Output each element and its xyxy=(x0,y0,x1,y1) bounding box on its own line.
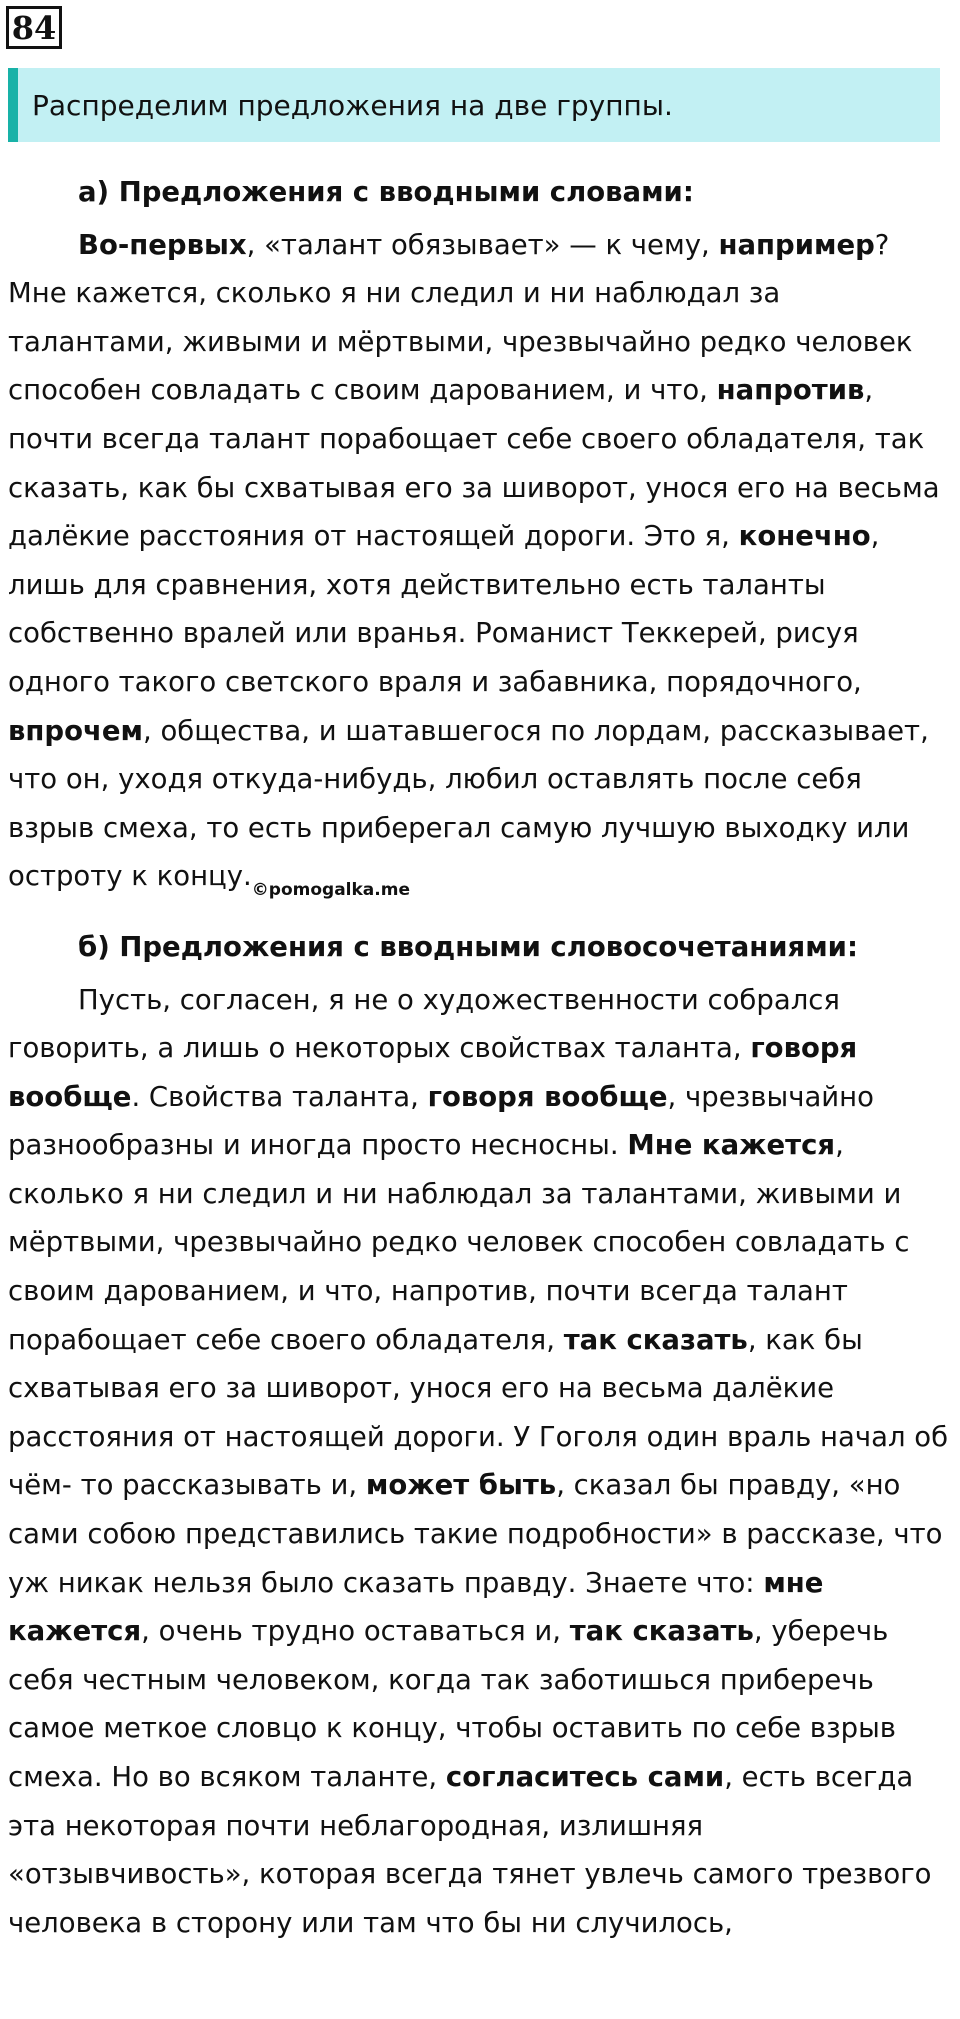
introductory-phrase: так сказать xyxy=(563,1323,748,1356)
watermark: ©pomogalka.me xyxy=(251,880,410,901)
introductory-phrase: может быть xyxy=(365,1469,557,1502)
text-segment: , есть всегда эта некоторая почти неблагородная, излишняя «отзывчивость», которая всегда тянет увлечь самого трезвого человека в сторону или там что бы ни случилось, xyxy=(8,1761,932,1939)
text-segment: , общества, и шатавшегося по лордам, рассказывает, что он, уходя откуда-нибудь, любил оставлять после себя взрыв смеха, то есть приберегал самую лучшую выходку или остроту к концу. xyxy=(8,714,929,893)
group-b-paragraph xyxy=(8,976,953,1948)
group-a-paragraph xyxy=(8,221,953,915)
introductory-phrase: говоря вообще xyxy=(427,1080,668,1113)
text-segment: , лишь для сравнения, хотя действительно есть таланты собственно вралей или вранья. Романист Теккерей, рисуя одного такого светского враля и забавника, порядочного, xyxy=(8,520,880,698)
introductory-phrase: напротив xyxy=(716,374,865,407)
text-segment: , уберечь себя честным человеком, когда так заботишься приберечь самое меткое словцо к концу, чтобы оставить по себе взрыв смеха. Но во всяком таланте, xyxy=(8,1615,897,1793)
instruction-banner xyxy=(8,68,940,142)
introductory-phrase: например xyxy=(718,228,875,261)
text-segment: ? Мне кажется, сколько я ни следил и ни наблюдал за талантами, живыми и мёртвыми, чрезвычайно редко человек способен совладать с своим дарованием, и что, xyxy=(8,228,913,407)
introductory-phrase: так сказать xyxy=(569,1615,754,1648)
introductory-phrase: впрочем xyxy=(8,714,143,747)
introductory-phrase: конечно xyxy=(738,520,871,553)
text-segment: , чрезвычайно разнообразны и иногда просто несносны. xyxy=(8,1080,874,1162)
answer-content xyxy=(8,160,953,1947)
text-segment: , сколько я ни следил и ни наблюдал за талантами, живыми и мёртвыми, чрезвычайно редко человек способен совладать с своим дарованием, и что, напротив, почти всегда талант порабощает себе своего обладателя, xyxy=(8,1129,910,1356)
introductory-phrase: Во-первых xyxy=(78,228,247,261)
introductory-phrase: Мне кажется xyxy=(627,1129,836,1162)
text-segment: Пусть, согласен, я не о художественности собрался говорить, а лишь о некоторых свойствах таланта, xyxy=(8,983,840,1065)
text-segment: , как бы схватывая его за шиворот, унося его на весьма далёкие расстояния от настоящей дороги. У Гоголя один враль начал об чём- то рассказывать и, xyxy=(8,1323,949,1502)
text-segment: , «талант обязывает» — к чему, xyxy=(246,228,719,261)
introductory-phrase: согласитесь сами xyxy=(445,1761,725,1793)
banner-text: Распределим предложения на две группы. xyxy=(32,88,673,122)
introductory-phrase: говоря вообще xyxy=(8,1032,858,1113)
text-segment: . Свойства таланта, xyxy=(131,1080,428,1113)
group-a-heading: а) Предложения с вводными словами: xyxy=(78,176,694,208)
text-segment: , сказал бы правду, «но сами собою представились такие подробности» в рассказе, что уж никак нельзя было сказать правду. Знаете что: xyxy=(8,1469,943,1599)
text-segment: , очень трудно оставаться и, xyxy=(141,1615,570,1648)
text-segment: , почти всегда талант порабощает себе своего обладателя, так сказать, как бы схватывая его за шиворот, унося его на весьма далёкие расстояния от настоящей дороги. Это я, xyxy=(8,374,940,553)
introductory-phrase: мне кажется xyxy=(8,1566,824,1648)
task-number: 84 xyxy=(6,6,62,49)
group-b-heading: б) Предложения с вводными словосочетаниями: xyxy=(78,930,858,963)
